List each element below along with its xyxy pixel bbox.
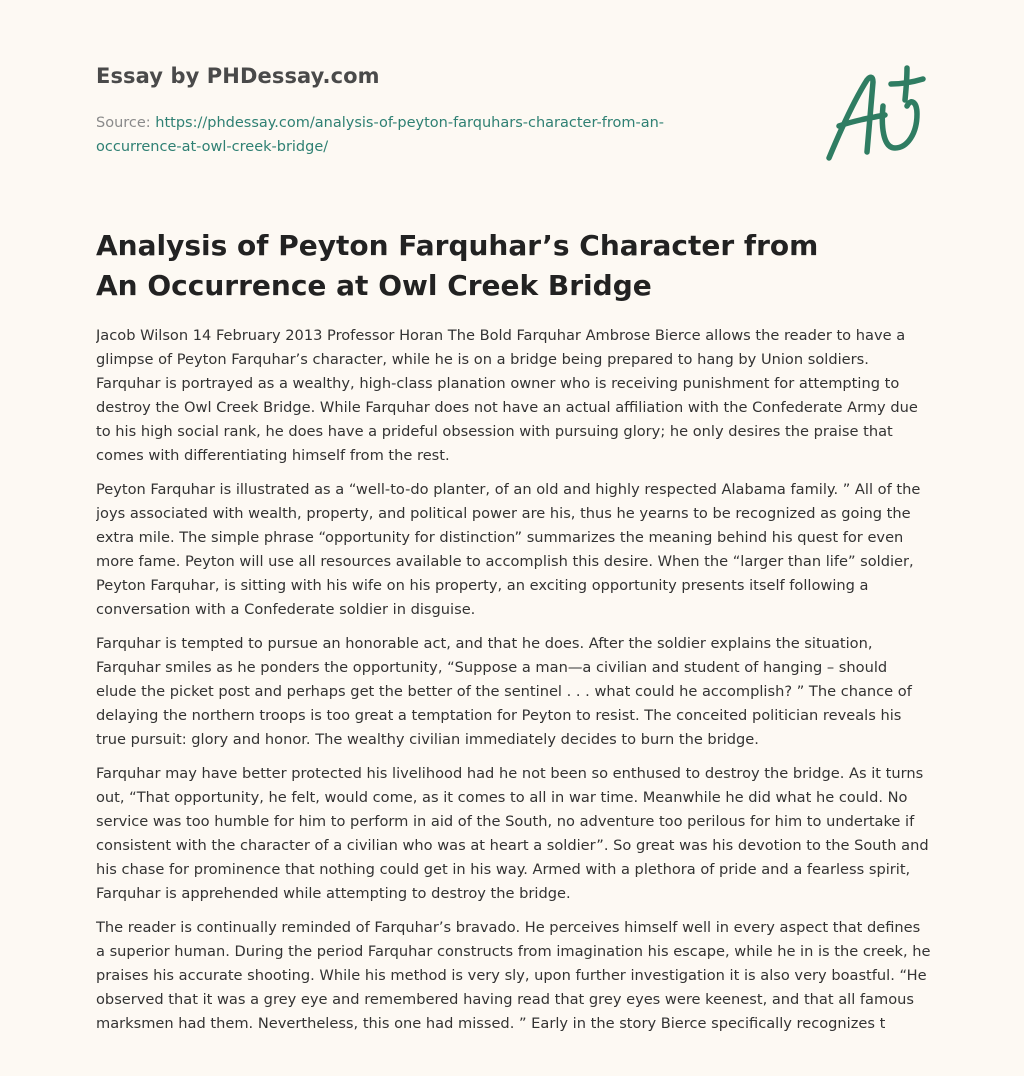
a-plus-logo xyxy=(823,64,927,164)
source-line xyxy=(96,111,736,159)
source-label: Source: xyxy=(96,115,151,131)
source-link[interactable]: https://phdessay.com/analysis-of-peyton-farquhars-character-from-an-occurrence-at-owl-creek-bridge/ xyxy=(96,115,665,155)
a-plus-logo-icon xyxy=(823,64,927,164)
article-title: Analysis of Peyton Farquhar’s Character from An Occurrence at Owl Creek Bridge xyxy=(96,229,819,302)
paragraph: Farquhar may have better protected his livelihood had he not been so enthused to destroy the bridge. As it turns out, “That opportunity, he felt, would come, as it comes to all in war time. Meanwhile he did what he could. No service was too humble for him to perform in aid of the South, no adventure too perilous for him to undertake if consistent with the character of a civilian who was at heart a soldier”. So great was his devotion to the South and his chase for prominence that nothing could get in his way. Armed with a plethora of pride and a fearless spirit, Farquhar is apprehended while attempting to destroy the bridge. xyxy=(96,765,929,902)
page-header xyxy=(96,0,928,200)
paragraph: Farquhar is tempted to pursue an honorable act, and that he does. After the soldier explains the situation, Farquhar smiles as he ponders the opportunity, “Suppose a man—a civilian and student of hanging – should elude the picket post and perhaps get the better of the sentinel . . . what could he accomplish? ” The chance of delaying the northern troops is too great a temptation for Peyton to resist. The conceited politician reveals his true pursuit: glory and honor. The wealthy civilian immediately decides to burn the bridge. xyxy=(96,635,912,748)
site-brand: Essay by PHDessay.com xyxy=(96,64,380,88)
article-body xyxy=(96,324,932,1076)
paragraph: Jacob Wilson 14 February 2013 Professor Horan The Bold Farquhar Ambrose Bierce allows the reader to have a glimpse of Peyton Farquhar’s character, while he is on a bridge being prepared to hang by Union soldiers. Farquhar is portrayed as a wealthy, high-class planation owner who is receiving punishment for attempting to destroy the Owl Creek Bridge. While Farquhar does not have an actual affiliation with the Confederate Army due to his high social rank, he does have a prideful obsession with pursuing glory; he only desires the praise that comes with differentiating himself from the rest. xyxy=(96,327,918,464)
paragraph: The reader is continually reminded of Farquhar’s bravado. He perceives himself well in every aspect that defines a superior human. During the period Farquhar constructs from imagination his escape, while he in is the creek, he praises his accurate shooting. While his method is very sly, upon further investigation it is also very boastful. “He observed that it was a grey eye and remembered having read that grey eyes were keenest, and that all famous marksmen had them. Nevertheless, this one had missed. ” Early in the story Bierce specifically recognizes t xyxy=(96,919,931,1032)
paragraph: Peyton Farquhar is illustrated as a “well-to-do planter, of an old and highly respected Alabama family. ” All of the joys associated with wealth, property, and political power are his, thus he yearns to be recognized as going the extra mile. The simple phrase “opportunity for distinction” summarizes the meaning behind his quest for even more fame. Peyton will use all resources available to accomplish this desire. When the “larger than life” soldier, Peyton Farquhar, is sitting with his wife on his property, an exciting opportunity presents itself following a conversation with a Confederate soldier in disguise. xyxy=(96,481,921,618)
